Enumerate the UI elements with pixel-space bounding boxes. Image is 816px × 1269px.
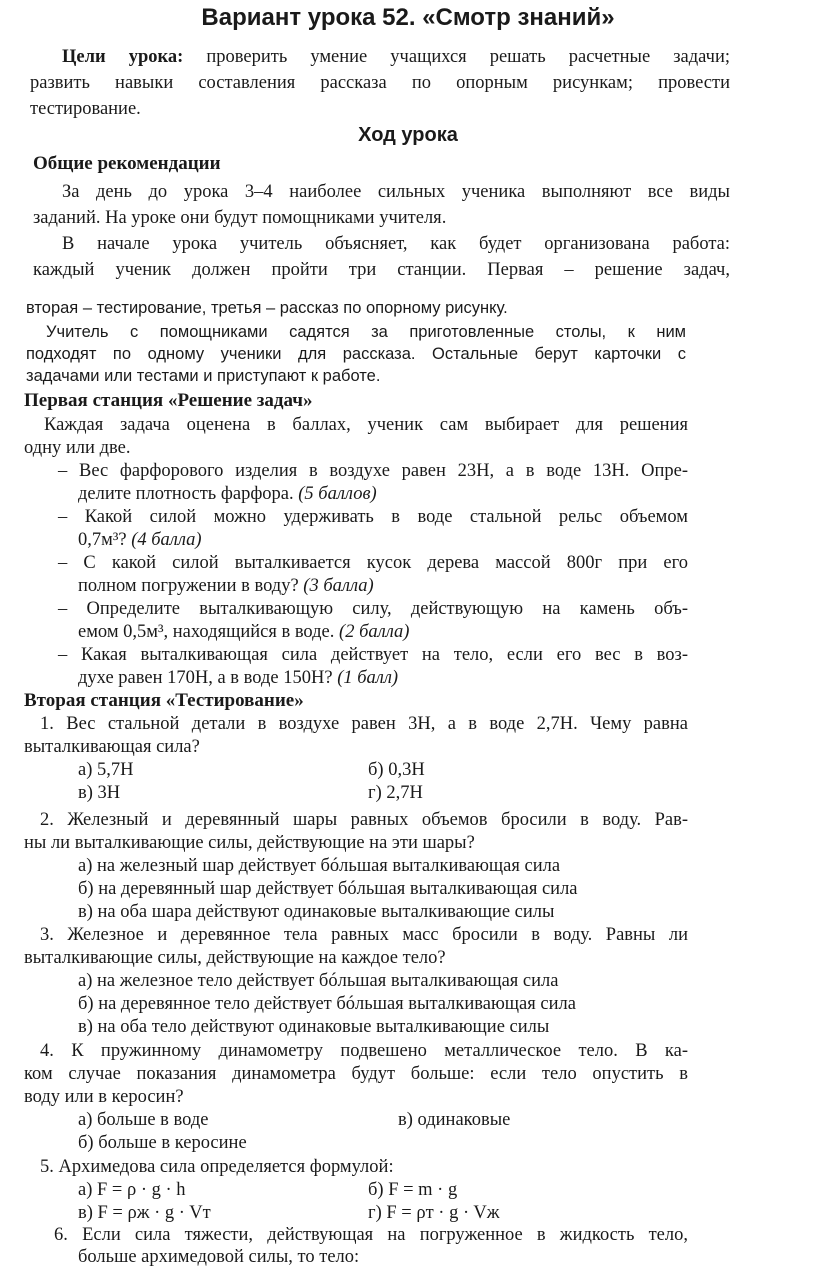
task-5-points: (1 балл) [337,668,399,688]
general-p3-line-2: подходят по одному ученики для рассказа. Остальные берут карточки с [26,345,686,363]
general-heading: Общие рекомендации [33,153,221,174]
lesson-heading: Ход урока [358,124,458,146]
task-1-text: делите плотность фарфора. [78,484,294,504]
task-1-line-2 [78,483,377,505]
general-p1-line-2: заданий. На уроке они будут помощниками учителя. [33,208,447,228]
station1-heading: Первая станция «Решение задач» [24,390,313,411]
goals-line-1 [62,46,730,68]
task-1-points: (5 баллов) [298,484,377,504]
q5-option-b: б) F = m · g [368,1180,458,1200]
task-5-text: духе равен 170Н, а в воде 150Н? [78,668,333,688]
goals-label: Цели урока: [62,47,184,67]
q4-option-c: в) одинаковые [398,1110,511,1130]
task-5-line-2 [78,667,398,689]
q5-option-c: в) F = ρж · g · Vт [78,1203,211,1223]
task-4-text: емом 0,5м³, находящийся в воде. [78,622,335,642]
q3-option-c: в) на оба тело действуют одинаковые выталкивающие силы [78,1017,550,1037]
station2-heading: Вторая станция «Тестирование» [24,690,304,711]
task-3-points: (3 балла) [303,576,374,596]
task-4-line-2 [78,621,409,643]
q3-option-a: а) на железное тело действует бóльшая выталкивающая сила [78,971,559,991]
general-p3-line-3: задачами или тестами и приступают к работе. [26,367,381,385]
task-4-line-1: – Определите выталкивающую силу, действующую на камень объ- [58,599,688,619]
q6-line-2: больше архимедовой силы, то тело: [78,1247,360,1267]
q1-option-a: а) 5,7Н [78,760,134,780]
task-3-text: полном погружении в воду? [78,576,299,596]
task-2-points: (4 балла) [131,530,202,550]
q2-option-b: б) на деревянный шар действует бóльшая выталкивающая сила [78,879,578,899]
general-p1-line-1: За день до урока 3–4 наиболее сильных ученика выполняют все виды [62,182,730,202]
task-5-line-1: – Какая выталкивающая сила действует на тело, если его вес в воз- [58,645,688,665]
q4-line-3: воду или в керосин? [24,1087,184,1107]
q1-option-b: б) 0,3Н [368,760,425,780]
q3-line-2: выталкивающие силы, действующие на каждое тело? [24,948,446,968]
general-p2-line-1: В начале урока учитель объясняет, как будет организована работа: [62,234,730,254]
task-2-line-1: – Какой силой можно удерживать в воде стальной рельс объемом [58,507,688,527]
q1-line-1: 1. Вес стальной детали в воздухе равен 3Н, а в воде 2,7Н. Чему равна [40,714,688,734]
q5-line-1: 5. Архимедова сила определяется формулой: [40,1157,394,1177]
q5-option-a: а) F = ρ · g · h [78,1180,186,1200]
q4-option-a: а) больше в воде [78,1110,209,1130]
q2-line-2: ны ли выталкивающие силы, действующие на эти шары? [24,833,475,853]
q2-option-c: в) на оба шара действуют одинаковые выталкивающие силы [78,902,555,922]
page-title: Вариант урока 52. «Смотр знаний» [201,4,615,31]
goals-line-2: развить навыки составления рассказа по опорным рисункам; провести [30,73,730,93]
q3-line-1: 3. Железное и деревянное тела равных масс бросили в воду. Равны ли [40,925,688,945]
q1-line-2: выталкивающая сила? [24,737,200,757]
task-4-points: (2 балла) [339,622,410,642]
task-1-line-1: – Вес фарфорового изделия в воздухе равен 23Н, а в воде 13Н. Опре- [58,461,688,481]
q2-line-1: 2. Железный и деревянный шары равных объемов бросили в воду. Рав- [40,810,688,830]
q3-option-b: б) на деревянное тело действует бóльшая выталкивающая сила [78,994,576,1014]
station1-intro-line-2: одну или две. [24,438,131,458]
general-p2-line-3: вторая – тестирование, третья – рассказ по опорному рисунку. [26,299,508,317]
general-p3-line-1: Учитель с помощниками садятся за приготовленные столы, к ним [46,323,686,341]
q4-option-b: б) больше в керосине [78,1133,247,1153]
q2-option-a: а) на железный шар действует бóльшая выталкивающая сила [78,856,561,876]
task-2-line-2 [78,529,202,551]
goals-line-3: тестирование. [30,99,141,119]
q4-line-1: 4. К пружинному динамометру подвешено металлическое тело. В ка- [40,1041,688,1061]
task-3-line-1: – С какой силой выталкивается кусок дерева массой 800г при его [58,553,688,573]
task-2-text: 0,7м³? [78,530,127,550]
q4-line-2: ком случае показания динамометра будут больше: если тело опустить в [24,1064,688,1084]
general-p2-line-2: каждый ученик должен пройти три станции. Первая – решение задач, [33,260,730,280]
q1-option-c: в) 3Н [78,783,121,803]
q6-line-1: 6. Если сила тяжести, действующая на погруженное в жидкость тело, [54,1225,688,1245]
station1-intro-line-1: Каждая задача оценена в баллах, ученик сам выбирает для решения [44,415,688,435]
goals-text-1: проверить умение учащихся решать расчетные задачи; [206,47,730,67]
q1-option-d: г) 2,7Н [368,783,423,803]
task-3-line-2 [78,575,374,597]
q5-option-d: г) F = ρт · g · Vж [368,1203,500,1223]
